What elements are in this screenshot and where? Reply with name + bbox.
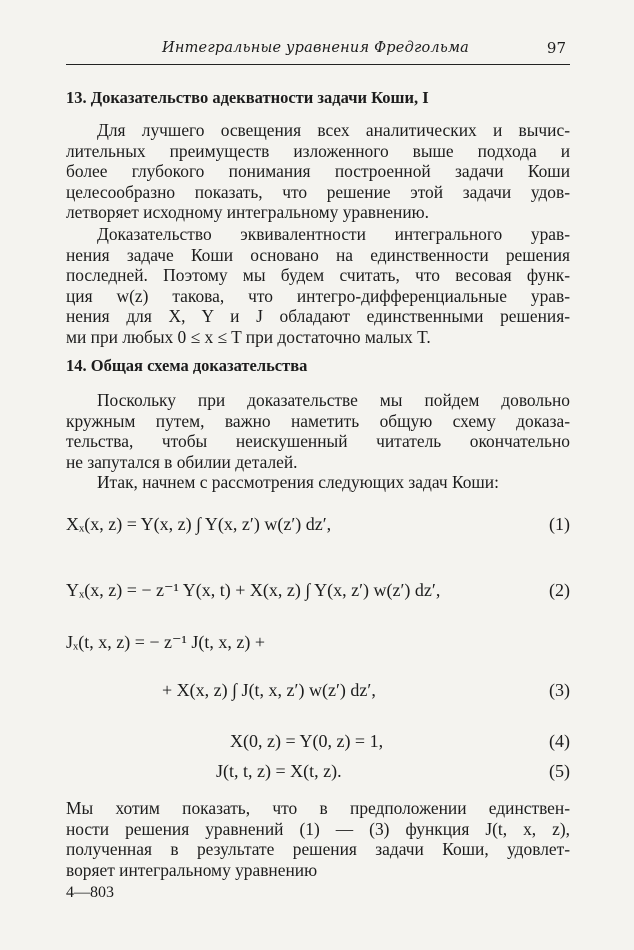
text-line: нения для X, Y и J обладают единственными решения-: [66, 306, 570, 327]
equation-5: J(t, t, z) = X(t, z).: [216, 761, 342, 781]
running-head: [66, 38, 570, 65]
text-line: ности решения уравнений (1) — (3) функция J(t, x, z),: [66, 818, 570, 839]
text-line: летворяет исходному интегральному уравнению.: [66, 202, 429, 223]
section-13-paragraph-1: [66, 120, 570, 223]
section-14-heading: 14. Общая схема доказательства: [66, 356, 308, 375]
page-number: 97: [546, 39, 566, 57]
equation-3-line-1: Jₓ(t, x, z) = − z⁻¹ J(t, x, z) +: [66, 632, 266, 652]
text-line: Для лучшего освещения всех аналитических и вычис-: [97, 120, 570, 140]
equation-2-number: (2): [549, 580, 570, 600]
closing-paragraph: [66, 798, 570, 880]
text-line: Мы хотим показать, что в предположении единствен-: [66, 798, 570, 818]
text-line: лительных преимуществ изложенного выше подхода и: [66, 140, 570, 161]
section-14-paragraph-2: [66, 472, 570, 493]
text-line: не запутался в обилии деталей.: [66, 451, 298, 472]
running-title: Интегральные уравнения Фредгольма: [162, 40, 470, 56]
text-line: Итак, начнем с рассмотрения следующих задач Коши:: [97, 472, 499, 492]
printer-signature: 4—803: [66, 884, 114, 901]
text-line: Поскольку при доказательстве мы пойдем довольно: [97, 390, 570, 410]
text-line: ми при любых 0 ≤ x ≤ T при достаточно малых T.: [66, 326, 431, 347]
text-line: ция w(z) такова, что интегро-дифференциальные урав-: [66, 285, 570, 306]
section-13-paragraph-2: [66, 224, 570, 348]
equation-4-number: (4): [549, 731, 570, 751]
text-line: нения задаче Коши основано на единственности решения: [66, 244, 570, 265]
text-line: более глубокого понимания построенной задачи Коши: [66, 161, 570, 182]
equation-2: Yₓ(x, z) = − z⁻¹ Y(x, t) + X(x, z) ∫ Y(x, z′) w(z′) dz′,: [66, 580, 441, 600]
text-line: кружным путем, важно наметить общую схему доказа-: [66, 410, 570, 431]
text-line: Доказательство эквивалентности интегрального урав-: [97, 224, 570, 244]
equation-1: Xₓ(x, z) = Y(x, z) ∫ Y(x, z′) w(z′) dz′,: [66, 514, 332, 534]
equation-3-line-2: + X(x, z) ∫ J(t, x, z′) w(z′) dz′,: [162, 680, 376, 700]
text-line: последней. Поэтому мы будем считать, что весовая функ-: [66, 265, 570, 286]
text-line: воряет интегральному уравнению: [66, 859, 318, 880]
equation-4: X(0, z) = Y(0, z) = 1,: [230, 731, 384, 751]
text-line: целесообразно показать, что решение этой задачи удов-: [66, 181, 570, 202]
equation-3-number: (3): [549, 680, 570, 700]
text-line: полученная в результате решения задачи Коши, удовлет-: [66, 839, 570, 860]
section-14-paragraph-1: [66, 390, 570, 472]
equation-5-number: (5): [549, 761, 570, 781]
equation-1-number: (1): [549, 514, 570, 534]
section-13-heading: 13. Доказательство адекватности задачи Коши, I: [66, 88, 429, 107]
text-line: тельства, чтобы неискушенный читатель окончательно: [66, 431, 570, 452]
